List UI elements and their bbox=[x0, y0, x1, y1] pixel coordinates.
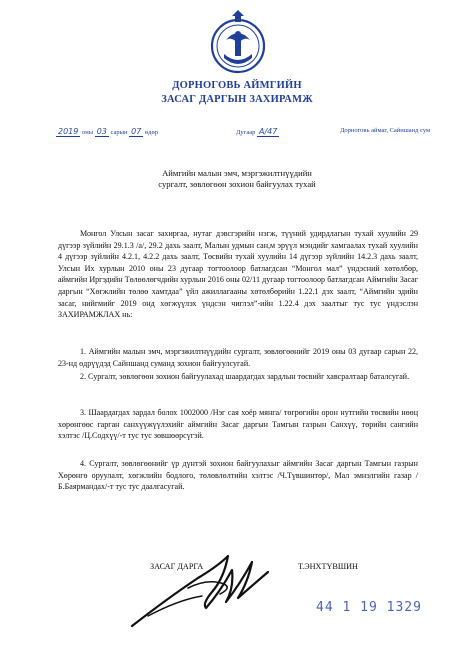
title-line2: сургалт, зөвлөгөөн зохион байгуулах тухай bbox=[158, 179, 316, 189]
decree-number-value: А/47 bbox=[259, 127, 278, 136]
org-name-line2: ЗАСАГ ДАРГЫН ЗАХИРАМЖ bbox=[161, 94, 313, 105]
date-day-suffix: өдөр bbox=[144, 129, 158, 136]
handwritten-signature bbox=[128, 548, 288, 630]
decree-number bbox=[236, 127, 279, 137]
paragraph-item-1: 1. Аймгийн малын эмч, мэргэжилтнүүдийн сургалт, зөвлөгөөнийг 2019 оны 03 дугаар сарын 22, 23-нд өдрүүдэд Сайншанд суманд зохион байгуулсугай. bbox=[58, 347, 418, 368]
decree-number-label: Дугаар bbox=[236, 129, 256, 136]
date-day: 07 bbox=[131, 127, 142, 136]
registration-stamp: 44 1 19 1329 bbox=[316, 600, 422, 615]
date-month-suffix: сарын bbox=[110, 129, 128, 136]
signer-name: Т.ЭНХТҮВШИН bbox=[298, 562, 358, 571]
paragraph-preamble: Монгол Улсын засаг захиргаа, нутаг дэвсгэрийн нэгж, түүний удирдлагын тухай хуулийн 29 дүгээр зүйлийн 29.1.3 /а/, 29.2 дахь заалт, Малын удмын сан,м эрүүл мэндийг хамгаалах тухай хуулийн 4 дүгээр зүйлийн 4.2.1, 4.2.2 дахь заалт, Төсвийн тухай хуулийн 14 дүгээр зүйлийн 14.2.3 дахь заалт, Улсын Их хурлын 2010 оны 23 дугаар тогтоолоор батлагдсан “Монгол мал” үндэсний хөтөлбөр, аймгийн Иргэдийн Төлөөлөгчдийн хурлын 2016 оны 02/11 дугаар тогтоолоор батлагдсан Аймгийн Засаг даргын “Хөгжлийн төлөө хамтдаа” үйл ажиллагааны хөтөлбөрийн 1.22.1 дэх заалт, “Аймгийн эдийн засаг, нийгмийг 2019 онд хөгжүүлэх үндсэн чиглэл”-ийн 1.22.4 дэх заалтыг тус тус үндэслэн ЗАХИРАМЖЛАХ нь: bbox=[58, 229, 418, 320]
date-month: 03 bbox=[96, 127, 107, 136]
title-line1: Аймгийн малын эмч, мэргэжилтнүүдийн bbox=[162, 168, 312, 178]
date-line bbox=[56, 127, 158, 137]
org-name-line1: ДОРНОГОВЬ АЙМГИЙН bbox=[172, 80, 302, 91]
paragraph-item-2: 2. Сургалт, зөвлөгөөн зохион байгуулахад шаардагдах зардлын төсвийг хавсралтаар баталсугай. bbox=[80, 372, 410, 381]
date-year: 2019 bbox=[58, 127, 79, 136]
state-emblem-icon bbox=[208, 10, 268, 78]
place-line: Дорноговь аймаг, Сайншанд сум bbox=[340, 127, 431, 134]
date-year-suffix: оны bbox=[81, 129, 94, 136]
paragraph-item-3: 3. Шаардагдах зардал болох 1002000 /Нэг сая хоёр мянга/ төгрөгийн орон нутгийн төсвийн нөөц хөрөнгөөс гарган санхүүжүүлэхийг аймгийн Засаг даргын Тамгын газрын Санхүү, төрийн сангийн хэлтэс /Ц.Содхүү/-т тус тус зөвшөөрсүгэй. bbox=[58, 408, 418, 441]
document-title bbox=[0, 168, 474, 190]
signer-title: ЗАСАГ ДАРГА bbox=[150, 562, 204, 571]
paragraph-item-4: 4. Сургалт, зөвлөгөөнийг үр дүнтэй зохион байгуулахыг аймгийн Засаг даргын Тамгын газрын Хөрөнгө оруулалт, хөгжлийн бодлого, төлөвлөлтийн хэлтэс /Ч.Түвшинтөр/, Мал эмнэлгийн газар /Б.Баярмандах/-т тус тус даалгасугай. bbox=[58, 459, 418, 492]
